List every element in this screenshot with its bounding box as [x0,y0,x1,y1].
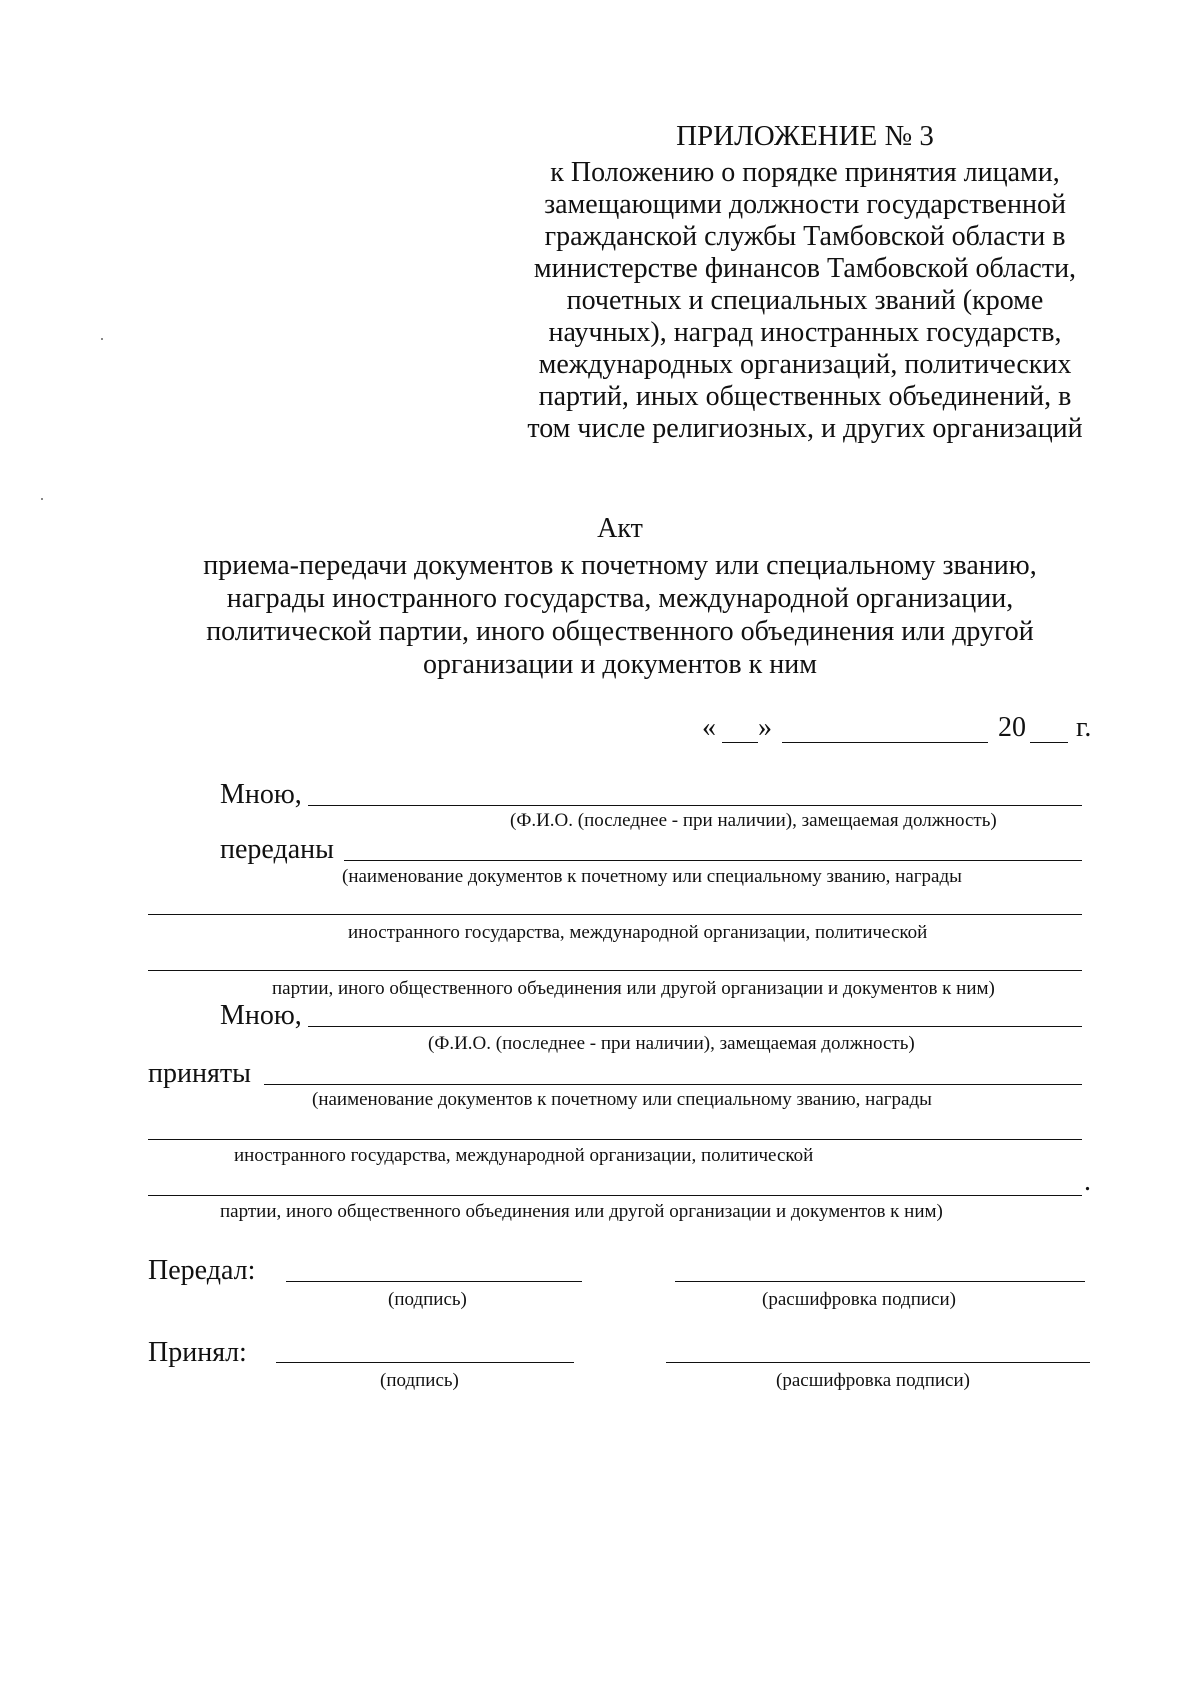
handed-decode-caption: (расшифровка подписи) [762,1289,956,1310]
appendix-line: том числе религиозных, и других организаций [527,413,1083,444]
appendix-title: ПРИЛОЖЕНИЕ № 3 [676,120,934,152]
transferred-documents-field-3[interactable] [148,970,1082,971]
accepted-decode-caption: (расшифровка подписи) [776,1370,970,1391]
date-year-field[interactable] [1030,742,1068,743]
accepted-signature-caption: (подпись) [380,1370,459,1391]
appendix-line: министерстве финансов Тамбовской области, [533,253,1077,284]
appendix-line: гражданской службы Тамбовской области в [544,221,1066,252]
date-day-field[interactable] [722,742,758,743]
received-documents-field[interactable] [264,1084,1082,1085]
scan-speck [101,338,103,340]
appendix-line: замещающими должности государственной [544,189,1066,220]
act-subtitle-line: приема-передачи документов к почетному или специальному званию, [203,550,1037,581]
received-caption-2: иностранного государства, международной организации, политической [234,1145,814,1166]
transferred-action-label: переданы [220,834,334,865]
handed-decode-field[interactable] [675,1281,1085,1282]
date-open-quote: « [702,712,716,743]
appendix-line: к Положению о порядке принятия лицами, [550,157,1060,188]
transferred-by-field[interactable] [308,805,1082,806]
date-year-prefix: 20 [998,712,1026,743]
date-year-suffix: г. [1076,712,1092,743]
handed-signature-field[interactable] [286,1281,582,1282]
received-by-label: Мною, [220,1000,302,1031]
appendix-line: научных), наград иностранных государств, [548,317,1062,348]
date-month-field[interactable] [782,742,988,743]
handed-label: Передал: [148,1255,256,1286]
act-title: Акт [597,513,643,544]
received-end-dot: . [1084,1166,1091,1197]
received-documents-field-2[interactable] [148,1139,1082,1140]
received-documents-field-3[interactable] [148,1195,1082,1196]
act-subtitle-line: организации и документов к ним [423,649,817,680]
appendix-line: партий, иных общественных объединений, в [538,381,1072,412]
appendix-line: международных организаций, политических [538,349,1072,380]
transferred-documents-field[interactable] [344,860,1082,861]
received-caption-3: партии, иного общественного объединения или другой организации и документов к ним) [220,1201,943,1222]
transferred-by-caption: (Ф.И.О. (последнее - при наличии), замещаемая должность) [510,810,997,831]
scan-speck [41,498,43,500]
accepted-signature-field[interactable] [276,1362,574,1363]
transferred-caption-3: партии, иного общественного объединения или другой организации и документов к ним) [272,978,995,999]
appendix-line: почетных и специальных званий (кроме [566,285,1044,316]
received-by-field[interactable] [308,1026,1082,1027]
transferred-caption-1: (наименование документов к почетному или специальному званию, награды [342,866,962,887]
handed-signature-caption: (подпись) [388,1289,467,1310]
received-caption-1: (наименование документов к почетному или специальному званию, награды [312,1089,932,1110]
transferred-caption-2: иностранного государства, международной организации, политической [348,922,928,943]
date-close-quote: » [758,712,772,743]
received-action-label: приняты [148,1058,251,1089]
act-subtitle-line: награды иностранного государства, международной организации, [226,583,1014,614]
transferred-documents-field-2[interactable] [148,914,1082,915]
received-by-caption: (Ф.И.О. (последнее - при наличии), замещаемая должность) [428,1033,915,1054]
accepted-label: Принял: [148,1337,247,1368]
act-subtitle-line: политической партии, иного общественного объединения или другой [206,616,1034,647]
transferred-by-label: Мною, [220,779,302,810]
accepted-decode-field[interactable] [666,1362,1090,1363]
